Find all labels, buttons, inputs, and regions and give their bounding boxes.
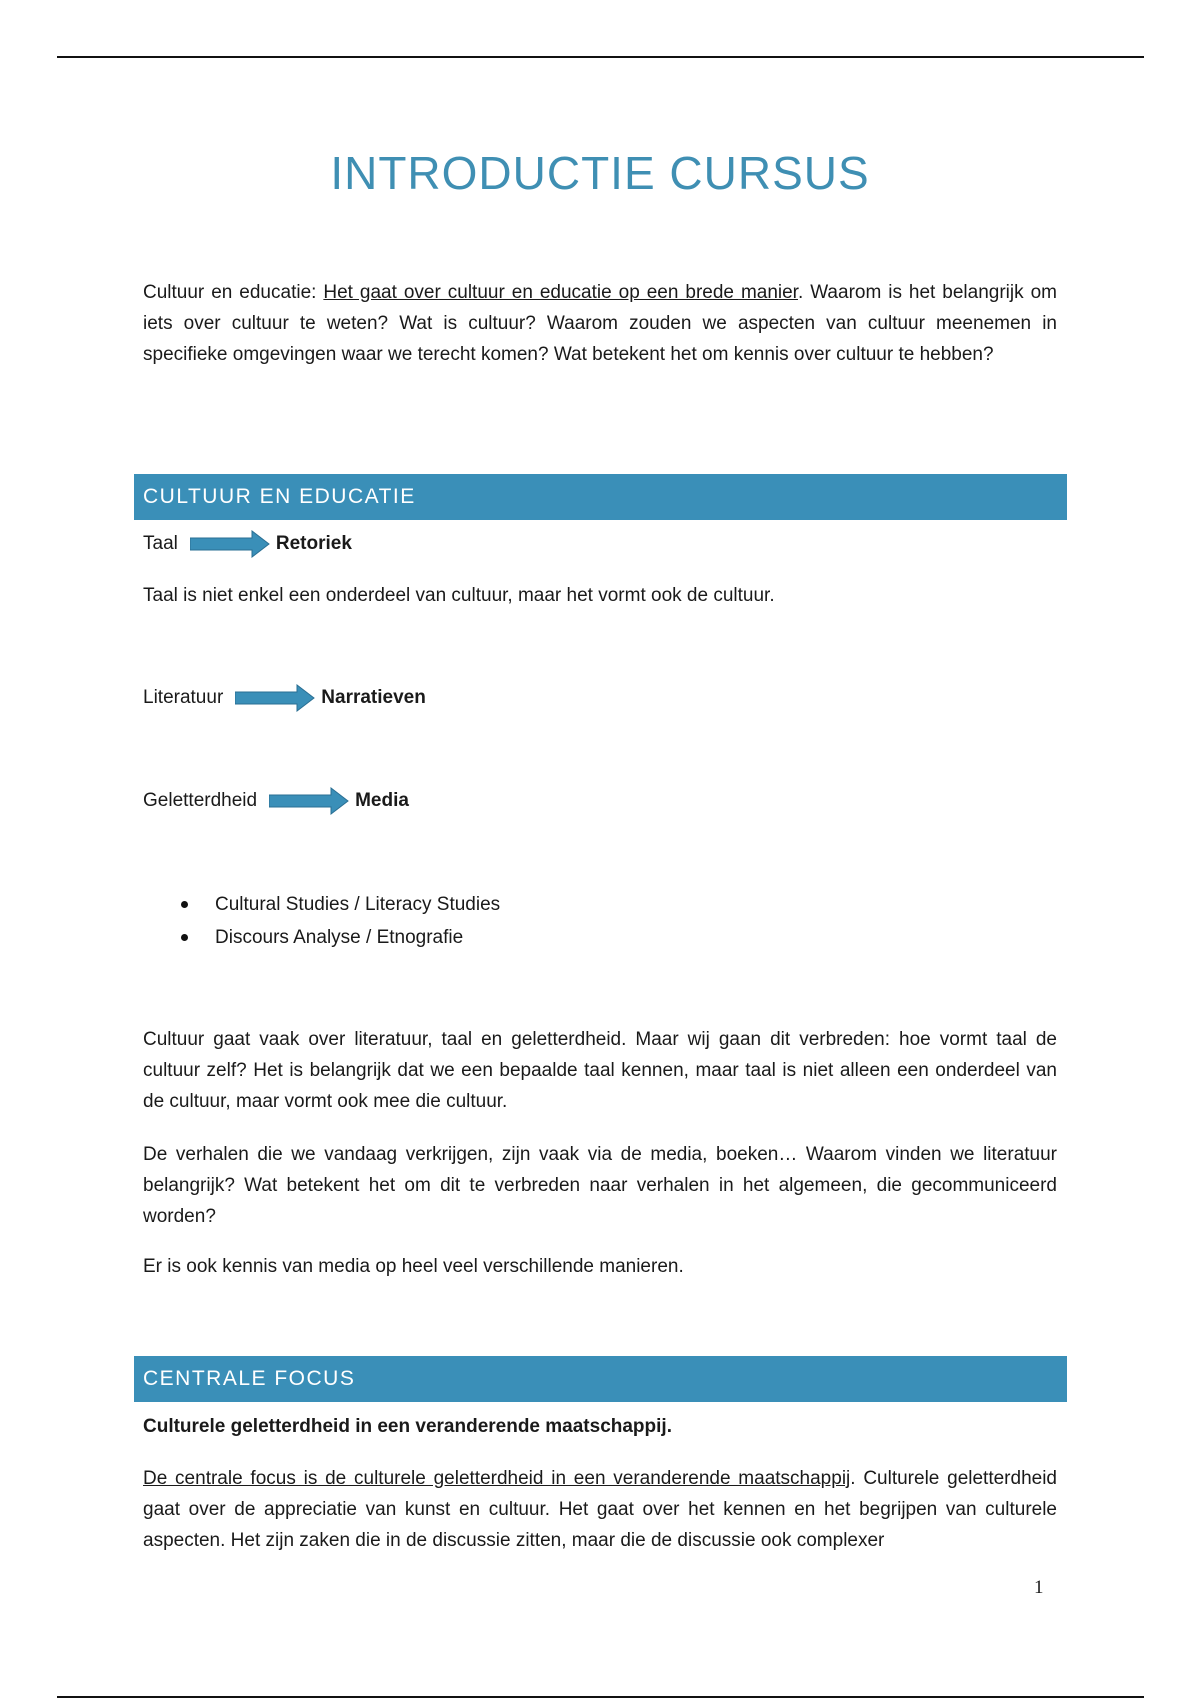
- body-paragraph: De verhalen die we vandaag verkrijgen, zijn vaak via de media, boeken… Waarom vinden we literatuur belangrijk? Wat betekent het om dit te verbreden naar verhalen in het algemeen, die gecommuniceerd worden?: [143, 1144, 1057, 1227]
- arrow-target-label: Retoriek: [275, 533, 352, 554]
- studies-bullet-list: [143, 888, 500, 954]
- intro-lead: Cultuur en educatie:: [143, 282, 324, 303]
- arrow-row-geletterdheid: [143, 786, 409, 816]
- taal-note: Taal is niet enkel een onderdeel van cultuur, maar het vormt ook de cultuur.: [143, 585, 775, 606]
- right-arrow-icon: [235, 684, 315, 712]
- focus-bold-line: Culturele geletterdheid in een veranderende maatschappij.: [143, 1416, 672, 1437]
- arrow-source-label: Geletterdheid: [143, 790, 258, 811]
- intro-paragraph: [143, 277, 1057, 370]
- intro-underlined: Het gaat over cultuur en educatie op een brede manier: [323, 282, 798, 303]
- arrow-row-taal: [143, 529, 352, 559]
- focus-underlined: De centrale focus is de culturele geletterdheid in een veranderende maatschappij: [143, 1468, 851, 1489]
- section-heading-centrale-focus: CENTRALE FOCUS: [134, 1356, 1067, 1402]
- right-arrow-icon: [269, 787, 349, 815]
- right-arrow-icon: [190, 530, 270, 558]
- intro-rest: . Waarom is het belangrijk om iets over cultuur te weten? Wat is cultuur? Waarom zouden we aspecten van cultuur meenemen in specifieke omgevingen waar we terecht komen? Wat betekent het om kennis over cultuur te hebben?: [143, 282, 1057, 365]
- section-heading-cultuur-en-educatie: CULTUUR EN EDUCATIE: [134, 474, 1067, 520]
- focus-rest: . Culturele geletterdheid gaat over de appreciatie van kunst en cultuur. Het gaat over het kennen en het begrijpen van culturele aspecten. Het zijn zaken die in de discussie zitten, maar die de discussie ook complexer: [143, 1468, 1057, 1551]
- top-rule: [57, 56, 1144, 58]
- page-number: 1: [1034, 1577, 1044, 1598]
- body-paragraph: Cultuur gaat vaak over literatuur, taal en geletterdheid. Maar wij gaan dit verbreden: hoe vormt taal de cultuur zelf? Het is belangrijk dat we een bepaalde taal kennen, maar taal is niet alleen een onderdeel van de cultuur, maar vormt ook mee die cultuur.: [143, 1029, 1057, 1112]
- arrow-source-label: Taal: [143, 533, 178, 554]
- arrow-target-label: Media: [355, 790, 409, 811]
- bottom-rule: [57, 1696, 1144, 1698]
- body-paragraph: Er is ook kennis van media op heel veel verschillende manieren.: [143, 1256, 684, 1277]
- list-item: Discours Analyse / Etnografie: [143, 921, 500, 954]
- arrow-row-literatuur: [143, 683, 426, 713]
- focus-paragraph: [143, 1463, 1057, 1556]
- page-title: INTRODUCTIE CURSUS: [330, 147, 870, 199]
- arrow-target-label: Narratieven: [321, 687, 426, 708]
- list-item: Cultural Studies / Literacy Studies: [143, 888, 500, 921]
- arrow-source-label: Literatuur: [143, 687, 224, 708]
